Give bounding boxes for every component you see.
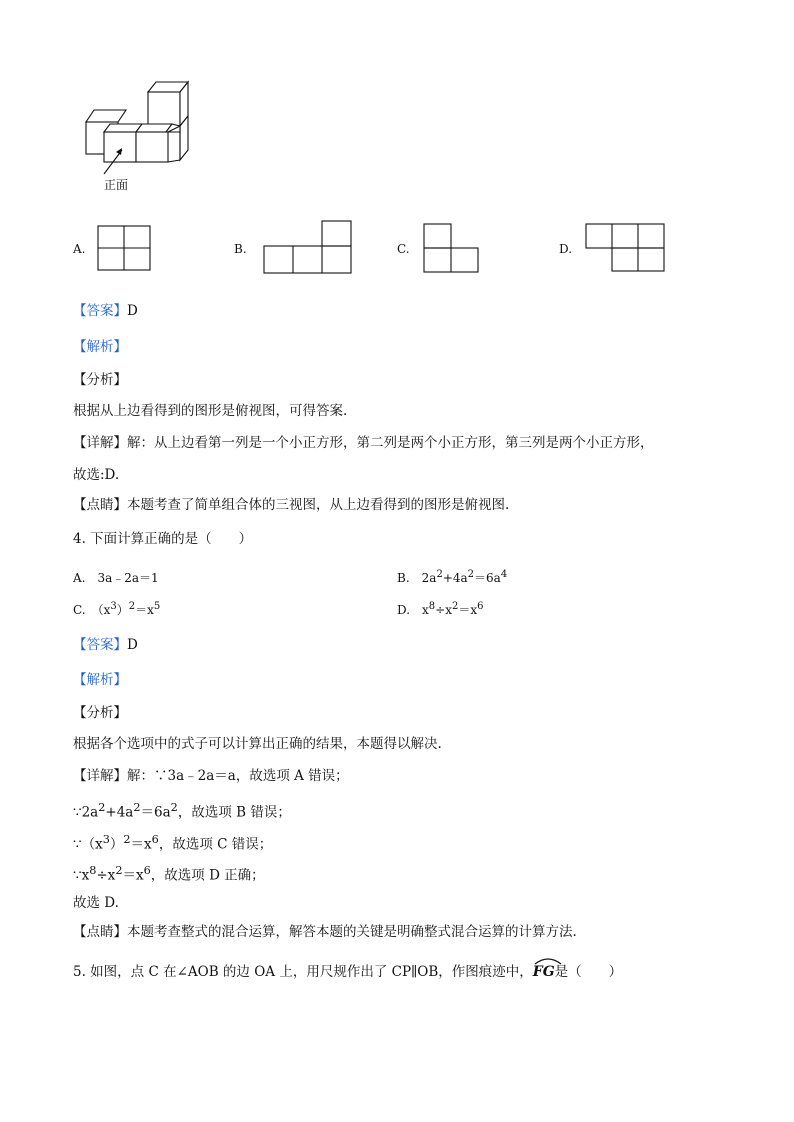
- q5-stem-line: [73, 959, 622, 981]
- q3-comment: 本题考查了简单组合体的三视图，从上边看得到的图形是俯视图.: [127, 497, 510, 513]
- q5-tail: 是（ ）: [554, 964, 623, 980]
- q4-option-c: C. $(x^3)^2=x^5$: [73, 601, 161, 617]
- q4-analysis: 根据各个选项中的式子可以计算出正确的结果，本题得以解决.: [73, 736, 442, 752]
- q3-comment-tag: 【点睛】: [73, 497, 127, 513]
- q3-option-c-label: C.: [397, 242, 410, 256]
- q3-analysis: 根据从上边看得到的图形是俯视图，可得答案.: [73, 403, 348, 419]
- q4-answer: D: [127, 637, 138, 653]
- q4-detail-line-4: $\because x^8\div x^2=x^6$，故选项 D 正确；: [73, 864, 265, 884]
- q3-option-d-label: D.: [559, 242, 573, 256]
- front-label: 正面: [104, 178, 129, 192]
- q3-choose: 故选:D.: [73, 467, 120, 483]
- q3-answer-line: [73, 302, 138, 320]
- q3-fenxi-tag: 【分析】: [73, 372, 127, 388]
- q4-option-b: B. $2a^2+4a^2=6a^4$: [397, 569, 508, 585]
- arc-mark-icon: [533, 957, 563, 965]
- q4-detail-line-1: 【详解】解：∵3a﹣2a＝a，故选项 A 错误；: [73, 768, 349, 784]
- q4-jiexi-tag: 【解析】: [73, 672, 127, 688]
- q4-stem: 4. 下面计算正确的是（ ）: [73, 531, 253, 547]
- q3-jiexi-tag: 【解析】: [73, 339, 127, 355]
- q3-option-a-label: A.: [73, 242, 86, 256]
- q3-detail: 解：从上边看第一列是一个小正方形，第二列是两个小正方形，第三列是两个小正方形，: [127, 435, 654, 451]
- q3-comment-line: [73, 496, 509, 514]
- q5-arc-fg: FG: [533, 959, 555, 981]
- q4-choose: 故选 D.: [73, 895, 119, 911]
- q4-fenxi-tag: 【分析】: [73, 705, 127, 721]
- q3-option-b-label: B.: [234, 242, 247, 256]
- q4-answer-tag: 【答案】: [73, 637, 127, 653]
- q4-answer-line: [73, 636, 138, 654]
- q3-detail-line: [73, 434, 654, 452]
- q4-comment-line: 【点睛】本题考查整式的混合运算，解答本题的关键是明确整式混合运算的计算方法.: [73, 924, 577, 940]
- q4-detail-line-3: $\because(x^3)^2=x^6$，故选项 C 错误；: [73, 833, 273, 853]
- q3-option-d-figure: [0, 0, 794, 300]
- q4-detail-line-2: $\because 2a^2+4a^2=6a^2$，故选项 B 错误；: [73, 801, 291, 821]
- q3-detail-tag: 【详解】: [73, 435, 127, 451]
- q5-stem: 5. 如图，点 C 在∠AOB 的边 OA 上，用尺规作出了 CP∥OB，作图痕迹中，: [73, 964, 533, 980]
- q3-answer: D: [127, 303, 138, 319]
- q4-option-a: A. 3a﹣2a＝1: [73, 571, 159, 585]
- q3-answer-tag: 【答案】: [73, 303, 127, 319]
- q4-option-d: D. $x^8\div x^2=x^6$: [397, 601, 484, 617]
